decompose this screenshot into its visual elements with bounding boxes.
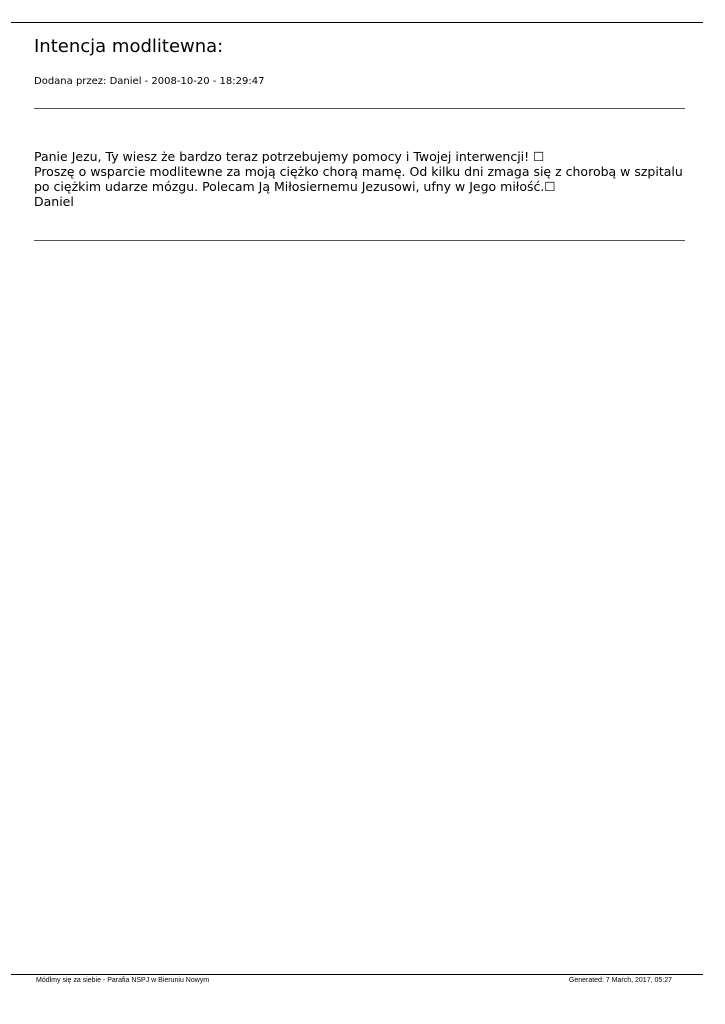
- posted-by-meta: Dodana przez: Daniel - 2008-10-20 - 18:29:47: [34, 76, 265, 87]
- body-divider: [34, 240, 685, 241]
- intention-body: [34, 149, 685, 209]
- intention-signature: Daniel: [34, 194, 74, 209]
- page-title: Intencja modlitewna:: [34, 36, 224, 57]
- intention-line: Panie Jezu, Ty wiesz że bardzo teraz potrzebujemy pomocy i Twojej interwencji! ☐: [34, 149, 545, 164]
- footer-divider: [11, 974, 703, 975]
- intention-line: Proszę o wsparcie modlitewne za moją ciężko chorą mamę. Od kilku dni zmaga się z chorobą w szpitalu: [34, 164, 683, 179]
- header-divider: [34, 108, 685, 109]
- footer-site-name: Módlmy się za siebie - Parafia NSPJ w Bieruniu Nowym: [36, 977, 210, 984]
- intention-line: po ciężkim udarze mózgu. Polecam Ją Miłosiernemu Jezusowi, ufny w Jego miłość.☐: [34, 179, 556, 194]
- footer-generated-date: Generated: 7 March, 2017, 05:27: [568, 977, 672, 984]
- top-divider: [11, 22, 703, 23]
